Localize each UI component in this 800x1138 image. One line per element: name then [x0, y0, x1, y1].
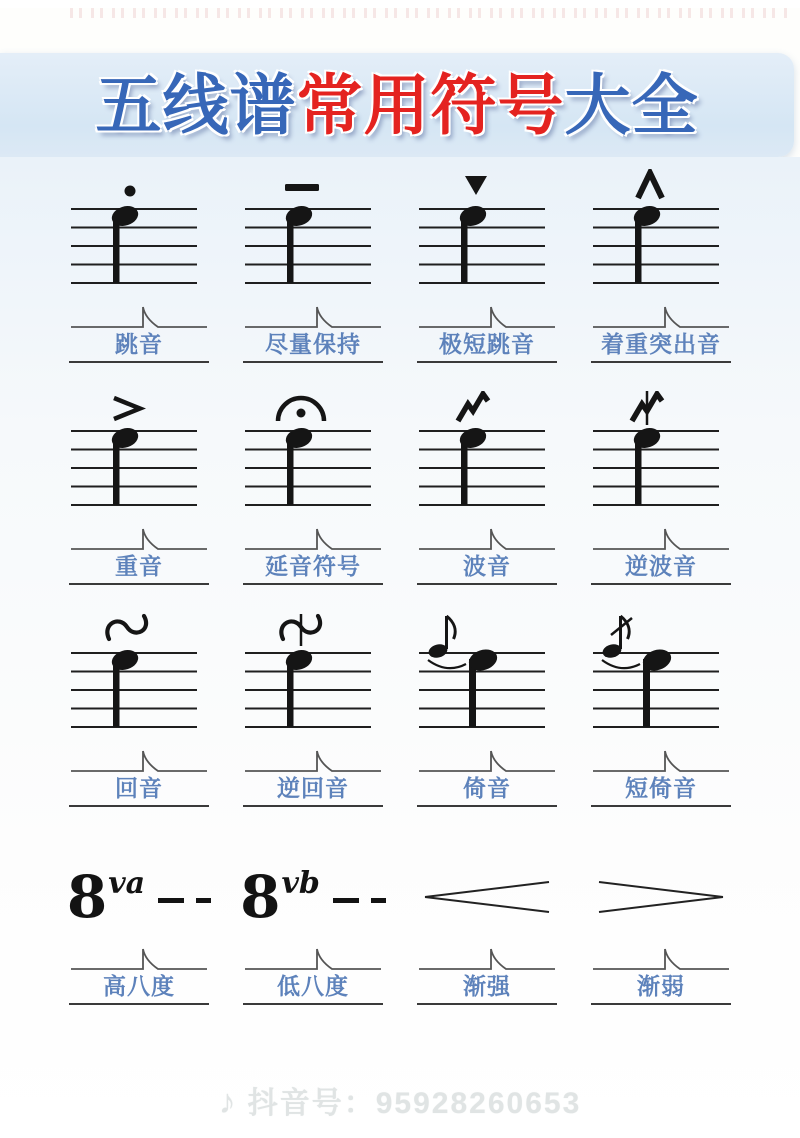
- fermata-icon: [243, 391, 383, 509]
- label-underline: [591, 583, 731, 585]
- turn-icon: [69, 613, 209, 731]
- octave-dash: [196, 898, 211, 903]
- mordent-icon: [417, 391, 557, 509]
- cell-label: 极短跳音: [439, 331, 535, 357]
- slashed-grace-note-icon: [591, 613, 731, 731]
- octave-dash: [158, 898, 184, 903]
- label-underline: [591, 361, 731, 363]
- turn-figure: [69, 613, 209, 731]
- grace-note-icon: [417, 613, 557, 731]
- marcato-icon: [591, 169, 731, 287]
- title-part-blue-right: 大全: [564, 68, 699, 142]
- title-banner: [0, 53, 794, 157]
- pointer-divider-line: [417, 525, 557, 551]
- accent-figure: [69, 391, 209, 509]
- octave-8-glyph: 8: [66, 862, 108, 931]
- staccatissimo-figure: [417, 169, 557, 287]
- label-underline: [69, 805, 209, 807]
- pointer-divider-line: [591, 303, 731, 329]
- tenuto-line-icon: [243, 169, 383, 287]
- faint-watermark-row: [70, 8, 790, 18]
- pointer-divider-line: [417, 747, 557, 773]
- pointer-divider-line: [591, 747, 731, 773]
- decrescendo-figure: [595, 865, 727, 929]
- cell-label: 高八度: [103, 973, 175, 999]
- cell-label: 短倚音: [625, 775, 697, 801]
- octave-dash: [333, 898, 359, 903]
- ottava-alta-figure: [66, 862, 211, 931]
- grid-row-4: [0, 835, 800, 1005]
- tenuto-figure: [243, 169, 383, 287]
- label-underline: [69, 583, 209, 585]
- pointer-divider-line: [417, 945, 557, 971]
- cell-inverted-turn: [226, 613, 400, 807]
- cell-label: 回音: [115, 775, 163, 801]
- grace-note-figure: [417, 613, 557, 731]
- staccato-dot-icon: [69, 169, 209, 287]
- mordent-figure: [417, 391, 557, 509]
- cell-label: 重音: [115, 553, 163, 579]
- cell-accent: [52, 391, 226, 585]
- inverted-mordent-icon: [591, 391, 731, 509]
- label-underline: [417, 805, 557, 807]
- pointer-divider-line: [243, 525, 383, 551]
- cell-acciaccatura: [574, 613, 748, 807]
- pointer-divider-line: [591, 525, 731, 551]
- pointer-divider-line: [69, 945, 209, 971]
- cell-decrescendo: [574, 835, 748, 1005]
- watermark: [0, 1078, 800, 1122]
- inverted-turn-figure: [243, 613, 383, 731]
- pointer-divider-line: [243, 303, 383, 329]
- staccato-figure: [69, 169, 209, 287]
- pointer-divider-line: [69, 525, 209, 551]
- cell-inverted-mordent: [574, 391, 748, 585]
- label-underline: [243, 1003, 383, 1005]
- cell-mordent: [400, 391, 574, 585]
- pointer-divider-line: [243, 945, 383, 971]
- cell-ottava-alta: [52, 835, 226, 1005]
- cell-label: 逆回音: [277, 775, 349, 801]
- cell-turn: [52, 613, 226, 807]
- cell-tenuto: [226, 169, 400, 363]
- ottava-bassa-figure: [240, 862, 386, 931]
- cell-label: 波音: [463, 553, 511, 579]
- cell-label: 着重突出音: [601, 331, 721, 357]
- cell-staccatissimo: [400, 169, 574, 363]
- cell-label: 逆波音: [625, 553, 697, 579]
- label-underline: [243, 361, 383, 363]
- slashed-grace-note-figure: [591, 613, 731, 731]
- cell-crescendo: [400, 835, 574, 1005]
- cell-staccato: [52, 169, 226, 363]
- tiktok-note-icon: ♪: [218, 1083, 238, 1121]
- poster-page: [0, 8, 800, 1138]
- label-underline: [417, 361, 557, 363]
- title-part-blue-left: 五线谱: [95, 68, 297, 142]
- pointer-divider-line: [243, 747, 383, 773]
- staccatissimo-wedge-icon: [417, 169, 557, 287]
- title-part-red: 常用符号: [296, 68, 565, 142]
- grid-row-1: [0, 169, 800, 363]
- marcato-figure: [591, 169, 731, 287]
- label-underline: [243, 583, 383, 585]
- label-underline: [591, 1003, 731, 1005]
- label-underline: [243, 805, 383, 807]
- cell-marcato: [574, 169, 748, 363]
- inverted-mordent-figure: [591, 391, 731, 509]
- cell-label: 渐弱: [637, 973, 685, 999]
- octave-suffix-glyph: va: [108, 865, 146, 901]
- grid-row-3: [0, 613, 800, 807]
- symbol-grid: [0, 157, 800, 1138]
- accent-icon: [69, 391, 209, 509]
- inverted-turn-icon: [243, 613, 383, 731]
- crescendo-figure: [421, 865, 553, 929]
- crescendo-hairpin-icon: [421, 877, 553, 917]
- cell-label: 尽量保持: [265, 331, 361, 357]
- grid-row-2: [0, 391, 800, 585]
- page-title: [95, 68, 699, 142]
- decrescendo-hairpin-icon: [595, 877, 727, 917]
- watermark-text: 抖音号：95928260653: [247, 1087, 582, 1120]
- cell-label: 跳音: [115, 331, 163, 357]
- octave-suffix-glyph: vb: [281, 865, 320, 901]
- pointer-divider-line: [417, 303, 557, 329]
- octave-8-glyph: 8: [240, 862, 281, 931]
- cell-fermata: [226, 391, 400, 585]
- label-underline: [591, 805, 731, 807]
- cell-ottava-bassa: [226, 835, 400, 1005]
- octave-dash: [371, 898, 386, 903]
- fermata-figure: [243, 391, 383, 509]
- cell-label: 倚音: [463, 775, 511, 801]
- pointer-divider-line: [69, 303, 209, 329]
- pointer-divider-line: [591, 945, 731, 971]
- cell-label: 渐强: [463, 973, 511, 999]
- label-underline: [69, 361, 209, 363]
- cell-label: 低八度: [277, 973, 349, 999]
- label-underline: [417, 1003, 557, 1005]
- cell-label: 延音符号: [265, 553, 361, 579]
- pointer-divider-line: [69, 747, 209, 773]
- label-underline: [417, 583, 557, 585]
- cell-appoggiatura: [400, 613, 574, 807]
- label-underline: [69, 1003, 209, 1005]
